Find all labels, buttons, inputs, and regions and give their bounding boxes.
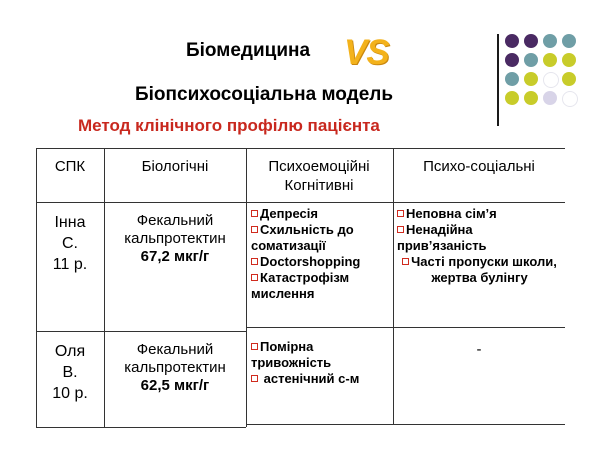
- decor-dot: [543, 34, 557, 48]
- square-bullet-icon: [251, 274, 258, 281]
- list-item: Часті пропуски школи, жертва булінгу: [397, 254, 562, 286]
- psycho-emotional-list-row2: [251, 339, 391, 387]
- slide-title-biopsychosocial: Біопсихосоціальна модель: [135, 84, 394, 105]
- square-bullet-icon: [397, 226, 404, 233]
- col-header-spk: СПК: [54, 158, 86, 175]
- decor-vertical-line: [497, 34, 499, 126]
- square-bullet-icon: [251, 375, 258, 382]
- list-item: Doctorshopping: [251, 254, 391, 270]
- psycho-social-empty-row2: -: [476, 341, 482, 358]
- square-bullet-icon: [397, 210, 404, 217]
- patient-name-olya: Оля В. 10 р.: [52, 343, 88, 402]
- decor-dot: [562, 53, 576, 67]
- list-item: Помірна тривожність: [251, 339, 332, 370]
- decor-dot: [524, 91, 538, 105]
- decor-dot: [562, 34, 576, 48]
- square-bullet-icon: [251, 258, 258, 265]
- patient-name-inna: Інна С. 11 р.: [52, 214, 88, 273]
- decor-dot: [524, 72, 538, 86]
- decor-dot: [543, 72, 559, 88]
- col-header-psycho-social: Психо-соціальні: [423, 158, 535, 175]
- list-item: Неповна сім’я: [397, 206, 562, 222]
- decor-dot: [562, 72, 576, 86]
- list-item: Ненадійна прив’язаність: [397, 222, 487, 253]
- decor-dot: [543, 91, 557, 105]
- square-bullet-icon: [402, 258, 409, 265]
- col-header-biological: Біологічні: [141, 158, 209, 175]
- list-item: Схильність до соматизації: [251, 222, 354, 253]
- decor-dot: [524, 53, 538, 67]
- list-item: астенічний с-м: [251, 371, 391, 387]
- bio-marker-row2: Фекальний кальпротектин 62,5 мкг/г: [124, 341, 226, 394]
- bio-marker-row1: Фекальний кальпротектин 67,2 мкг/г: [124, 212, 226, 265]
- square-bullet-icon: [251, 343, 258, 350]
- slide-subtitle: Метод клінічного профілю пацієнта: [78, 116, 380, 135]
- decor-dot: [543, 53, 557, 67]
- decor-dot: [505, 91, 519, 105]
- vs-wordart: VS: [344, 33, 389, 72]
- slide-title-biomedicine: Біомедицина: [186, 40, 311, 61]
- decor-dot: [562, 91, 578, 107]
- decor-dot: [524, 34, 538, 48]
- decor-dot: [505, 34, 519, 48]
- psycho-social-list-row1: [397, 206, 562, 286]
- decor-dot: [505, 72, 519, 86]
- col-header-psycho-emotional: Психоемоційні Когнітивні: [268, 158, 370, 194]
- decor-dot: [505, 53, 519, 67]
- list-item: Депресія: [251, 206, 391, 222]
- square-bullet-icon: [251, 210, 258, 217]
- dot-grid-icon: [505, 34, 585, 114]
- list-item: Катастрофізм мислення: [251, 270, 350, 301]
- square-bullet-icon: [251, 226, 258, 233]
- psycho-emotional-list-row1: [251, 206, 391, 302]
